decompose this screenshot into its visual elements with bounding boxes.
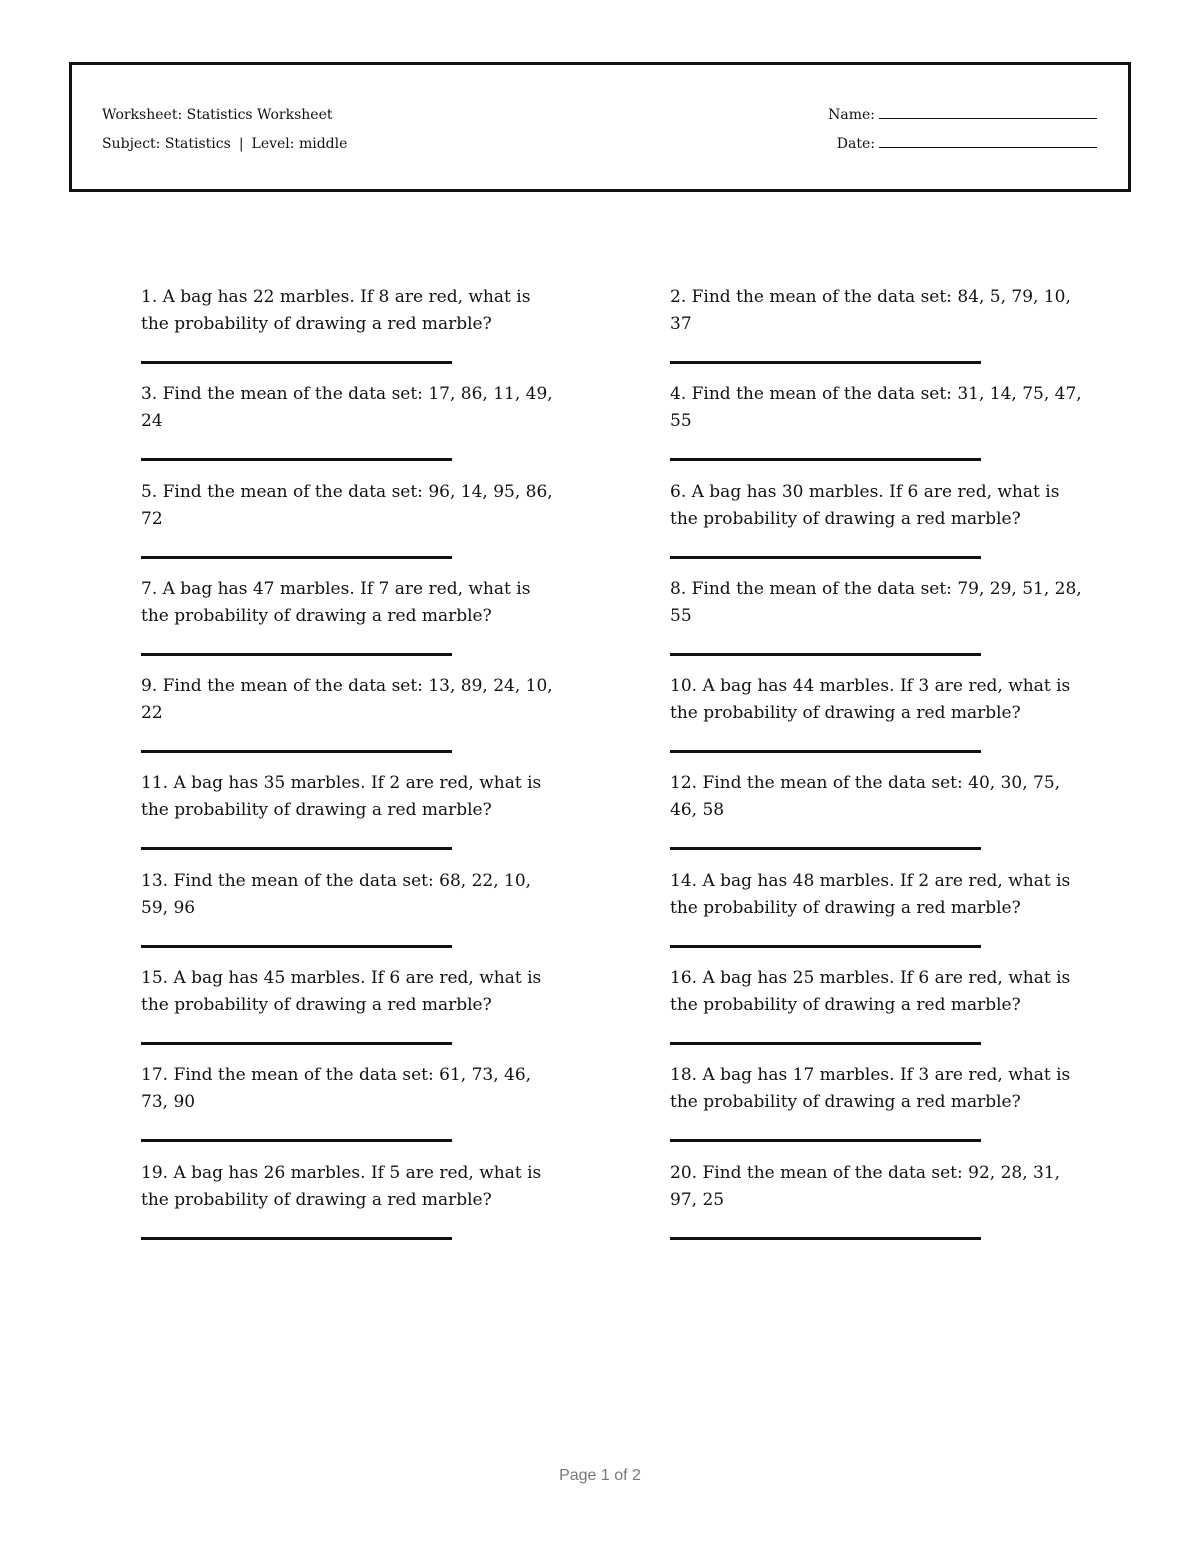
- question-text: 5. Find the mean of the data set: 96, 14, 95, 86, 72: [141, 481, 553, 529]
- question-text: 9. Find the mean of the data set: 13, 89, 24, 10, 22: [141, 676, 553, 724]
- question-text: 14. A bag has 48 marbles. If 2 are red, what is the probability of drawing a red marble?: [670, 870, 1071, 918]
- answer-line[interactable]: [141, 847, 452, 850]
- worksheet-header: [69, 62, 1131, 192]
- question-item: [670, 1062, 1090, 1159]
- question-text: 17. Find the mean of the data set: 61, 73, 46, 73, 90: [141, 1065, 532, 1113]
- question-text: 2. Find the mean of the data set: 84, 5, 79, 10, 37: [670, 287, 1071, 334]
- answer-line[interactable]: [670, 1042, 981, 1045]
- answer-line[interactable]: [141, 361, 452, 364]
- question-item: [670, 965, 1090, 1062]
- answer-line[interactable]: [141, 556, 452, 559]
- level-label: Level: middle: [251, 136, 348, 152]
- question-text: 20. Find the mean of the data set: 92, 28, 31, 97, 25: [670, 1162, 1061, 1210]
- date-field[interactable]: [837, 135, 1097, 153]
- question-text: 4. Find the mean of the data set: 31, 14, 75, 47, 55: [670, 384, 1082, 432]
- question-item: [141, 868, 561, 965]
- question-item: [141, 1160, 561, 1257]
- question-item: [141, 576, 561, 673]
- question-item: [670, 479, 1090, 576]
- question-item: [670, 868, 1090, 965]
- subject-level-line: [102, 135, 347, 153]
- answer-line[interactable]: [141, 1237, 452, 1240]
- question-item: [141, 381, 561, 478]
- question-item: [141, 284, 561, 381]
- date-blank[interactable]: [879, 135, 1097, 148]
- answer-line[interactable]: [670, 361, 981, 364]
- question-item: [670, 576, 1090, 673]
- answer-line[interactable]: [141, 653, 452, 656]
- answer-line[interactable]: [670, 750, 981, 753]
- answer-line[interactable]: [141, 750, 452, 753]
- question-grid: [141, 284, 1093, 1257]
- answer-line[interactable]: [141, 1139, 452, 1142]
- question-item: [141, 770, 561, 867]
- question-item: [670, 673, 1090, 770]
- question-item: [670, 381, 1090, 478]
- question-text: 13. Find the mean of the data set: 68, 22, 10, 59, 96: [141, 870, 532, 918]
- name-field[interactable]: [828, 106, 1097, 124]
- worksheet-title: Worksheet: Statistics Worksheet: [102, 107, 333, 123]
- question-text: 19. A bag has 26 marbles. If 5 are red, what is the probability of drawing a red marble?: [141, 1162, 542, 1210]
- question-text: 11. A bag has 35 marbles. If 2 are red, what is the probability of drawing a red marble?: [141, 773, 542, 821]
- answer-line[interactable]: [670, 1237, 981, 1240]
- question-text: 7. A bag has 47 marbles. If 7 are red, what is the probability of drawing a red marble?: [141, 578, 531, 626]
- answer-line[interactable]: [141, 458, 452, 461]
- name-blank[interactable]: [879, 106, 1097, 119]
- question-text: 16. A bag has 25 marbles. If 6 are red, what is the probability of drawing a red marble?: [670, 968, 1071, 1016]
- answer-line[interactable]: [670, 945, 981, 948]
- question-item: [670, 1160, 1090, 1257]
- question-text: 3. Find the mean of the data set: 17, 86, 11, 49, 24: [141, 384, 553, 432]
- page-number: Page 1 of 2: [559, 1467, 641, 1484]
- question-text: 18. A bag has 17 marbles. If 3 are red, what is the probability of drawing a red marble?: [670, 1065, 1071, 1113]
- subject-label: Subject: Statistics: [102, 136, 231, 152]
- answer-line[interactable]: [670, 556, 981, 559]
- question-item: [141, 673, 561, 770]
- question-text: 12. Find the mean of the data set: 40, 30, 75, 46, 58: [670, 773, 1061, 821]
- separator: |: [238, 136, 244, 152]
- answer-line[interactable]: [141, 1042, 452, 1045]
- question-item: [670, 770, 1090, 867]
- question-text: 1. A bag has 22 marbles. If 8 are red, what is the probability of drawing a red marble?: [141, 287, 531, 334]
- name-label: Name:: [828, 107, 875, 123]
- question-text: 6. A bag has 30 marbles. If 6 are red, what is the probability of drawing a red marble?: [670, 481, 1060, 529]
- question-item: [670, 284, 1090, 381]
- answer-line[interactable]: [670, 458, 981, 461]
- answer-line[interactable]: [670, 1139, 981, 1142]
- question-item: [141, 479, 561, 576]
- answer-line[interactable]: [670, 847, 981, 850]
- question-text: 8. Find the mean of the data set: 79, 29, 51, 28, 55: [670, 578, 1082, 626]
- question-text: 10. A bag has 44 marbles. If 3 are red, what is the probability of drawing a red marble?: [670, 676, 1071, 724]
- answer-line[interactable]: [141, 945, 452, 948]
- question-item: [141, 1062, 561, 1159]
- question-text: 15. A bag has 45 marbles. If 6 are red, what is the probability of drawing a red marble?: [141, 968, 542, 1016]
- answer-line[interactable]: [670, 653, 981, 656]
- question-item: [141, 965, 561, 1062]
- date-label: Date:: [836, 136, 875, 152]
